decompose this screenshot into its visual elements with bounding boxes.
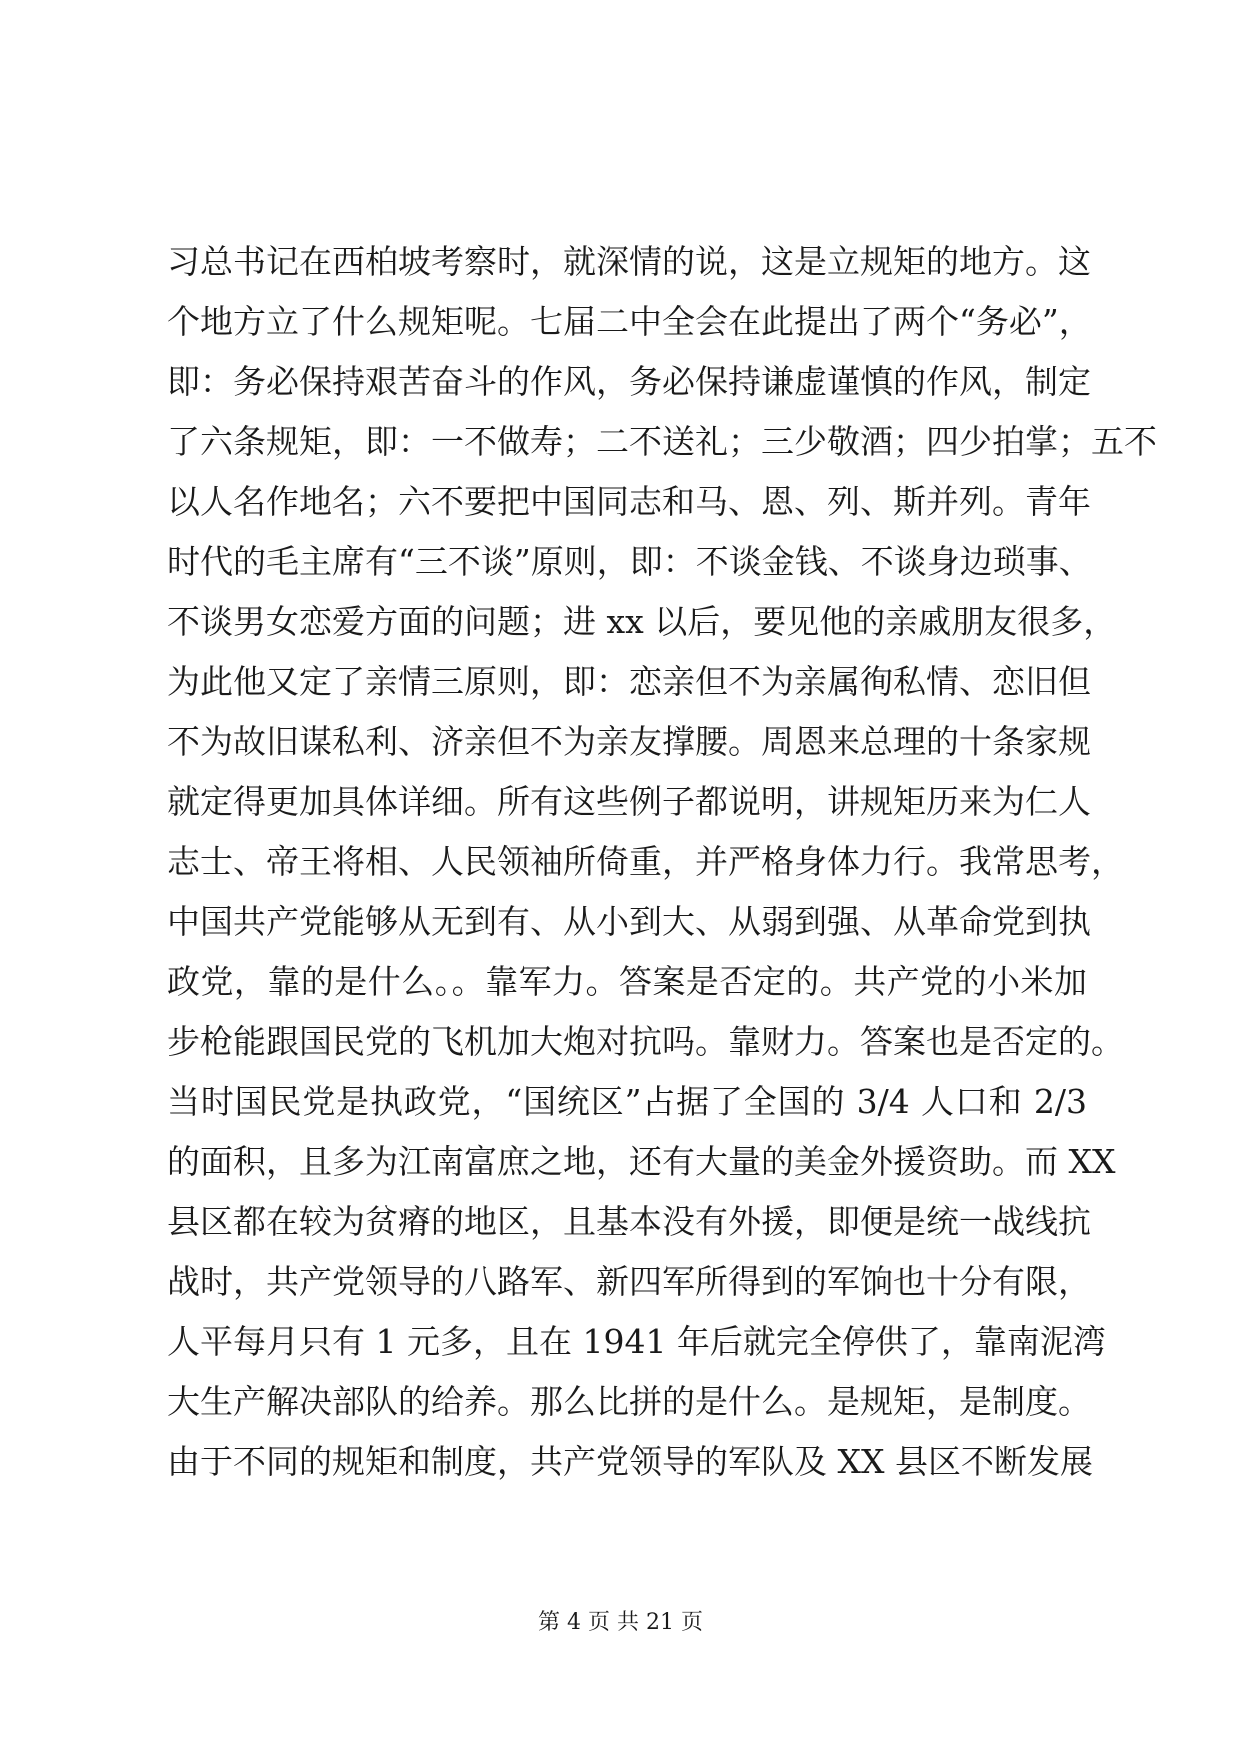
- text-line: 为此他又定了亲情三原则，即：恋亲但不为亲属徇私情、恋旧但: [167, 662, 1091, 701]
- page-footer: [0, 1608, 1241, 1638]
- text-line: 步枪能跟国民党的飞机加大炮对抗吗。靠财力。答案也是否定的。: [167, 1022, 1124, 1061]
- text-line: 当时国民党是执政党，“国统区”占据了全国的 3/4 人口和 2/3: [167, 1082, 1087, 1121]
- text-line: 习总书记在西柏坡考察时，就深情的说，这是立规矩的地方。这: [167, 242, 1091, 281]
- text-line: 县区都在较为贫瘠的地区，且基本没有外援，即便是统一战线抗: [167, 1202, 1091, 1241]
- text-line: 政党，靠的是什么。。靠军力。答案是否定的。共产党的小米加: [167, 962, 1087, 1001]
- text-line: 个地方立了什么规矩呢。七届二中全会在此提出了两个“务必”，: [167, 302, 1092, 341]
- text-line: 就定得更加具体详细。所有这些例子都说明，讲规矩历来为仁人: [167, 782, 1091, 821]
- text-line: 时代的毛主席有“三不谈”原则，即：不谈金钱、不谈身边琐事、: [167, 542, 1092, 581]
- page-number-label: 第 4 页 共 21 页: [538, 1610, 703, 1635]
- text-line: 战时，共产党领导的八路军、新四军所得到的军饷也十分有限，: [167, 1262, 1091, 1301]
- body-paragraph: [167, 232, 1157, 1492]
- text-line: 中国共产党能够从无到有、从小到大、从弱到强、从革命党到执: [167, 902, 1091, 941]
- text-line: 人平每月只有 1 元多，且在 1941 年后就完全停供了，靠南泥湾: [167, 1322, 1106, 1361]
- text-line: 不为故旧谋私利、济亲但不为亲友撑腰。周恩来总理的十条家规: [167, 722, 1091, 761]
- text-line: 的面积，且多为江南富庶之地，还有大量的美金外援资助。而 XX: [167, 1142, 1116, 1181]
- text-line: 志士、帝王将相、人民领袖所倚重，并严格身体力行。我常思考，: [167, 842, 1124, 881]
- text-line: 即：务必保持艰苦奋斗的作风，务必保持谦虚谨慎的作风，制定: [167, 362, 1091, 401]
- text-line: 大生产解决部队的给养。那么比拼的是什么。是规矩，是制度。: [167, 1382, 1091, 1421]
- text-line: 不谈男女恋爱方面的问题；进 xx 以后，要见他的亲戚朋友很多，: [167, 602, 1117, 641]
- text-line: 以人名作地名；六不要把中国同志和马、恩、列、斯并列。青年: [167, 482, 1091, 521]
- text-line: 由于不同的规矩和制度，共产党领导的军队及 XX 县区不断发展: [167, 1442, 1093, 1481]
- text-line: 了六条规矩，即：一不做寿；二不送礼；三少敬酒；四少拍掌；五不: [167, 422, 1157, 461]
